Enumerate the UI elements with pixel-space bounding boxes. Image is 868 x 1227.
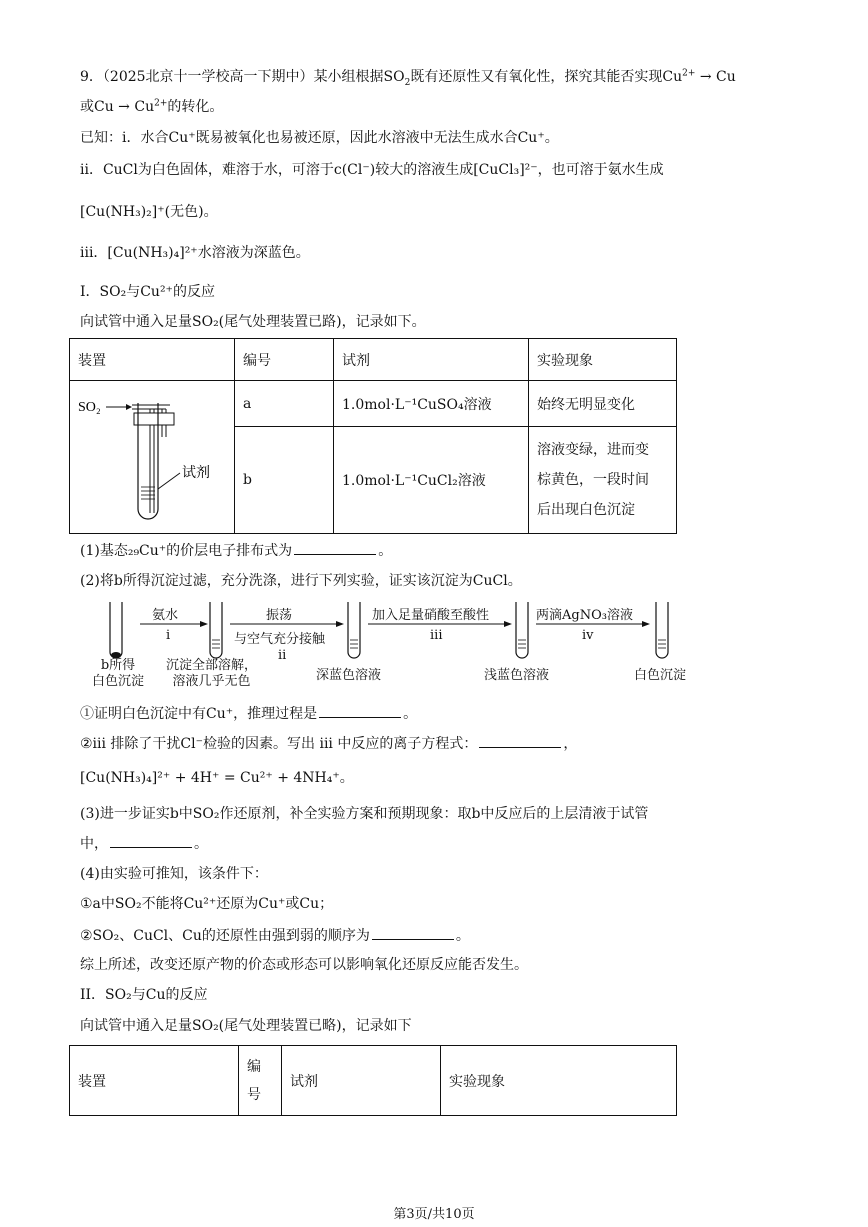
q3-line2 (80, 833, 208, 854)
known-ii-a: ii．CuCl为白色固体，难溶于水，可溶于c(Cl⁻)较大的溶液生成[CuCl₃]²⁻，也可溶于氨水生成 (80, 162, 664, 178)
q2-sub1-period: 。 (403, 706, 418, 722)
q3-period: 。 (194, 836, 208, 852)
test-tube-apparatus-icon (70, 381, 226, 533)
answer-blank-1[interactable] (294, 540, 376, 555)
answer-blank-3[interactable] (479, 733, 561, 748)
test-tube-icon (348, 602, 360, 658)
row-a-reagent: 1.0mol·L⁻¹CuSO₄溶液 (334, 381, 529, 427)
test-tube-icon (110, 602, 122, 658)
experiment-table-1 (69, 338, 677, 534)
step-i-label: i (166, 628, 171, 643)
q2-stem: (2)将b所得沉淀过滤，充分洗涤，进行下列实验，证实该沉淀为CuCl。 (80, 573, 522, 589)
known-ii-b: [Cu(NH₃)₂]⁺(无色)。 (80, 204, 218, 220)
t2-th-reagent: 试剂 (282, 1046, 441, 1116)
q2-sub2-text: ②iii 排除了干扰Cl⁻检验的因素。写出 iii 中反应的离子方程式： (80, 736, 478, 752)
q2-sub2-equation: [Cu(NH₃)₄]²⁺ + 4H⁺ = Cu²⁺ + 4NH₄⁺。 (80, 770, 354, 786)
question-number: 9． (80, 69, 103, 85)
q1 (80, 540, 392, 561)
th-reagent: 试剂 (334, 339, 529, 381)
flow-diagram (70, 596, 710, 696)
q2-sub1-text: ①证明白色沉淀中有Cu⁺，推理过程是 (80, 706, 318, 722)
row-a-phenomenon: 始终无明显变化 (529, 381, 677, 427)
t2-th-phenomenon: 实验现象 (441, 1046, 677, 1116)
state-1-l2: 白色沉淀 (92, 674, 145, 689)
question-source: （2025北京十一学校高一下期中） (102, 69, 314, 85)
state-3: 深蓝色溶液 (316, 668, 382, 683)
row-b-id: b (235, 427, 334, 534)
step-iii-label: iii (430, 628, 443, 643)
test-tube-icon (656, 602, 668, 658)
answer-blank-4[interactable] (110, 833, 192, 848)
q9-text-e: 的转化。 (167, 99, 224, 115)
row-b-phenomenon (529, 427, 677, 534)
q9-text-d: 或Cu → Cu (80, 99, 155, 115)
th-apparatus: 装置 (70, 339, 235, 381)
row-b-phen-1: 溶液变绿，进而变 (537, 442, 649, 459)
q2-sub2 (80, 733, 577, 754)
q4-s1: ①a中SO₂不能将Cu²⁺还原为Cu⁺或Cu； (80, 896, 334, 912)
state-4: 浅蓝色溶液 (484, 668, 550, 683)
th-phenomenon: 实验现象 (529, 339, 677, 381)
state-2-l2: 溶液几乎无色 (172, 674, 251, 689)
part1-intro: 向试管中通入足量SO₂(尾气处理装置已路)，记录如下。 (80, 314, 426, 330)
q4-s2 (80, 925, 470, 946)
apparatus-cell (70, 381, 235, 534)
apparatus-gas-label: SO₂ (78, 400, 101, 415)
test-tube-icon (516, 602, 528, 658)
experiment-table-2 (69, 1045, 677, 1116)
q4-period: 。 (455, 928, 470, 944)
t2-th-apparatus: 装置 (70, 1046, 239, 1116)
question-9-line1: 9．（2025北京十一学校高一下期中）某小组根据$SO_2$既有还原性又有氧化性，探究其能否实现$Cu^{2+} \to Cu$ (80, 68, 736, 88)
step-iv-reagent: 两滴AgNO₃溶液 (536, 608, 633, 623)
known-iii: iii．[Cu(NH₃)₄]²⁺水溶液为深蓝色。 (80, 245, 310, 261)
q9-text-a: 某小组根据SO (313, 69, 405, 85)
state-1-l1: b所得 (100, 658, 136, 673)
step-iii-reagent: 加入足量硝酸至酸性 (372, 608, 490, 623)
known-i: 已知：i．水合Cu⁺既易被氧化也易被还原，因此水溶液中无法生成水合Cu⁺。 (80, 130, 559, 146)
q9-text-c: → Cu (695, 69, 736, 85)
answer-blank-2[interactable] (319, 703, 401, 718)
q4-stem: (4)由实验可推知，该条件下： (80, 866, 268, 882)
state-1 (92, 658, 144, 690)
q2-sub1 (80, 703, 417, 724)
q3-line1: (3)进一步证实b中SO₂作还原剂，补全实验方案和预期现象：取b中反应后的上层清液于试管 (80, 806, 649, 822)
step-i-reagent: 氨水 (152, 608, 179, 623)
step-ii-label: ii (278, 648, 287, 663)
test-tube-icon (210, 602, 222, 658)
step-iv-label: iv (582, 628, 594, 643)
row-b-reagent: 1.0mol·L⁻¹CuCl₂溶液 (334, 427, 529, 534)
q4-summary: 综上所述，改变还原产物的价态或形态可以影响氧化还原反应能否发生。 (80, 957, 528, 973)
part2-title: II．SO₂与Cu的反应 (80, 987, 208, 1003)
state-2-l1: 沉淀全部溶解， (166, 658, 258, 673)
page-footer: 第3页/共10页 (393, 1207, 475, 1222)
step-ii-condition: 与空气充分接触 (234, 632, 326, 647)
q2-sub2-comma: ， (563, 736, 578, 752)
row-b-phen-3: 后出现白色沉淀 (537, 502, 635, 519)
th-number: 编号 (235, 339, 334, 381)
state-2 (166, 658, 257, 690)
q1-period: 。 (378, 543, 393, 559)
t2-th-number: 编 号 (239, 1046, 282, 1116)
part2-intro: 向试管中通入足量SO₂(尾气处理装置已略)，记录如下 (80, 1018, 412, 1034)
question-9-line2: 或$Cu \to Cu^{2+}$的转化。 (80, 98, 224, 115)
q1-text: (1)基态₂₉Cu⁺的价层电子排布式为 (80, 543, 293, 559)
step-ii-reagent: 振荡 (266, 608, 293, 623)
apparatus-reagent-label: 试剂 (182, 466, 210, 481)
state-5: 白色沉淀 (634, 668, 687, 683)
row-b-phen-2: 棕黄色，一段时间 (537, 472, 649, 489)
q3-line2-text: 中， (80, 836, 108, 852)
q4-s2-text: ②SO₂、CuCl、Cu的还原性由强到弱的顺序为 (80, 928, 370, 944)
row-a-id: a (235, 381, 334, 427)
part1-title: I．SO₂与Cu²⁺的反应 (80, 284, 215, 300)
answer-blank-5[interactable] (372, 925, 454, 940)
q9-text-b: 既有还原性又有氧化性，探究其能否实现Cu (410, 69, 683, 85)
